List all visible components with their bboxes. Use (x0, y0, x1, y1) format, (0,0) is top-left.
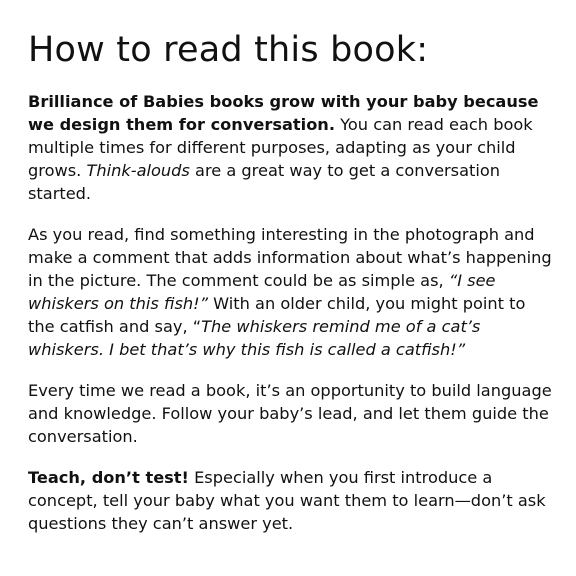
example-italic-1: “I see whiskers on this fish!” (28, 271, 496, 313)
intro-text-1: You can read each book multiple times for different purposes, adapting as your child grows. (28, 115, 533, 180)
example-italic-2: The whiskers remind me of a cat’s whiskers. I bet that’s why this fish is called a catfish!” (28, 317, 481, 359)
paragraph-example (28, 223, 556, 361)
paragraph-opportunity: Every time we read a book, it’s an opportunity to build language and knowledge. Follow your baby’s lead, and let them guide the conversation. (28, 381, 552, 446)
intro-text-2: are a great way to get a conversation started. (28, 161, 501, 203)
teach-text: Especially when you first introduce a concept, tell your baby what you want them to learn—don’t ask questions they can’t answer yet. (28, 468, 546, 533)
page-title: How to read this book: (28, 30, 429, 70)
example-text-1: As you read, find something interesting in the photograph and make a comment that adds information about what’s happening in the picture. The comment could be as simple as, (28, 225, 552, 290)
intro-bold-text: Brilliance of Babies books grow with your baby because we design them for conversation. (28, 92, 539, 134)
example-text-2: With an older child, you might point to the catfish and say, “ (28, 294, 526, 336)
instructions-page (28, 28, 556, 553)
intro-italic-text: Think-alouds (86, 161, 190, 180)
paragraph-intro (28, 90, 556, 205)
teach-bold-text: Teach, don’t test! (28, 468, 189, 487)
paragraph-teach (28, 466, 556, 535)
